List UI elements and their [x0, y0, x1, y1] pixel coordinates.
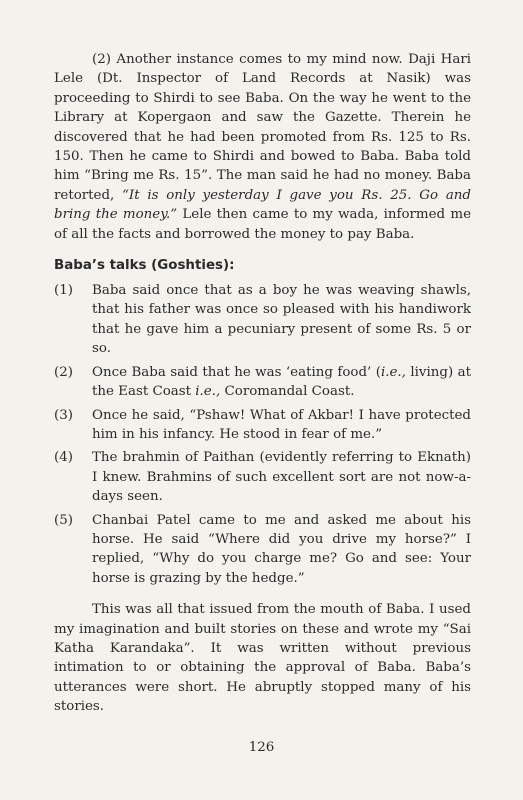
list-item-number: (1): [54, 283, 73, 299]
list-item: [54, 448, 471, 506]
list-item: [54, 406, 471, 445]
page-number: 126: [248, 740, 275, 755]
text-italic: i.e.,: [380, 364, 406, 380]
list-item: [54, 511, 471, 589]
paragraph-text-end: Lele then came to my wada, informed me of all the facts and borrowed the money to pay Baba.: [54, 207, 471, 242]
list-item-number: (2): [54, 364, 73, 380]
list-item-text: The brahmin of Paithan (evidently referring to Eknath) I knew. Brahmins of such excellent sort are not now-a-days seen.: [92, 450, 471, 505]
text-part: Coromandal Coast.: [220, 384, 355, 400]
text-italic: i.e.,: [195, 384, 221, 400]
list-item: [54, 281, 471, 359]
list-item-text: Chanbai Patel came to me and asked me about his horse. He said “Where did you drive my horse?” I replied, “Why do you charge me? Go and see: Your horse is grazing by the hedge.”: [92, 512, 471, 586]
list-item-number: (3): [54, 407, 73, 423]
baba-quote: “It is only yesterday I gave you Rs. 25. Go and bring the money.”: [54, 187, 471, 223]
paragraph-lele-instance: [54, 50, 471, 244]
text-part: living) at the East Coast: [92, 364, 471, 400]
section-heading: Baba’s talks (Goshties):: [54, 258, 235, 274]
paragraph-text: (2) Another instance comes to my mind now. Daji Hari Lele (Dt. Inspector of Land Records at Nasik) was proceeding to Shirdi to see Baba. On the way he went to the Library at Kopergaon and saw the Gazette. Therein he discovered that he had been promoted from Rs. 125 to Rs. 150. Then he came to Shirdi and bowed to Baba. Baba told him “Bring me Rs. 15”. The man said he had no money. Baba retorted,: [54, 52, 471, 203]
list-item: [54, 363, 471, 402]
list-item-number: (5): [54, 512, 73, 528]
list-item-text: [92, 363, 471, 402]
text-part: Once Baba said that he was ‘eating food’ (: [92, 364, 381, 380]
talks-list: [54, 281, 471, 588]
closing-paragraph: This was all that issued from the mouth of Baba. I used my imagination and built stories on these and wrote my “Sai Katha Karandaka”. It was written without previous intimation to or obtaining the approval of Baba. Baba’s utterances were short. He abruptly stopped many of his stories.: [54, 602, 471, 715]
list-item-text: Once he said, “Pshaw! What of Akbar! I have protected him in his infancy. He stood in fear of me.”: [92, 407, 471, 442]
list-item-number: (4): [54, 450, 73, 466]
list-item-text: Baba said once that as a boy he was weaving shawls, that his father was once so pleased with his handiwork that he gave him a pecuniary present of some Rs. 5 or so.: [92, 283, 471, 357]
